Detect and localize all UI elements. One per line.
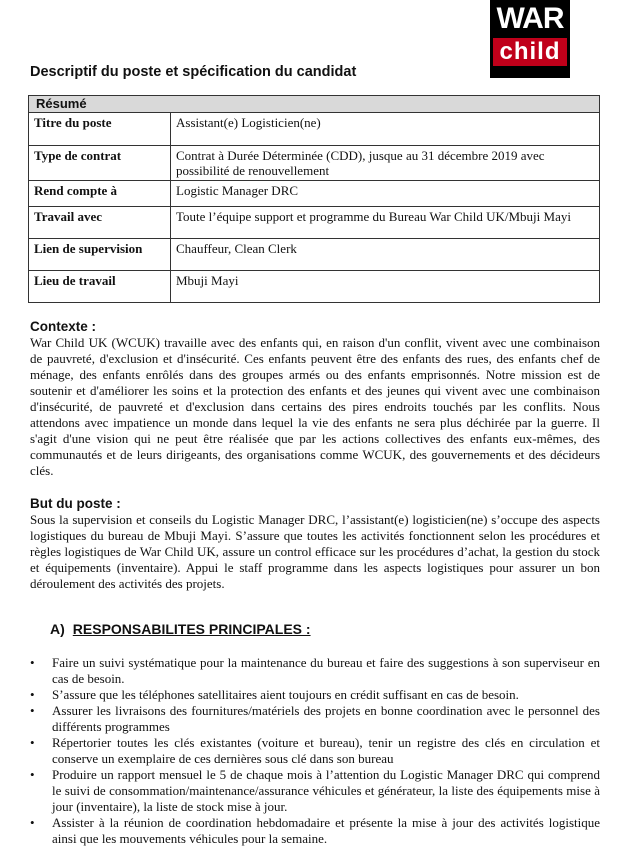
section-prefix: A) — [50, 621, 65, 637]
table-row — [29, 181, 600, 207]
row-label: Lien de supervision — [29, 239, 171, 271]
list-item-text: S’assure que les téléphones satellitaires aient toujours en crédit suffisant en cas de besoin. — [52, 687, 519, 702]
list-item-text: Faire un suivi systématique pour la maintenance du bureau et faire des suggestions à son superviseur en cas de besoin. — [52, 655, 600, 686]
row-value: Assistant(e) Logisticien(ne) — [171, 113, 600, 146]
row-value: Toute l’équipe support et programme du Bureau War Child UK/Mbuji Mayi — [171, 207, 600, 239]
list-item — [30, 767, 600, 815]
list-item-text: Assurer les livraisons des fournitures/matériels des projets en bonne coordination avec le personnel des différents programmes — [52, 703, 600, 734]
but-heading: But du poste : — [30, 496, 121, 511]
row-label: Lieu de travail — [29, 271, 171, 303]
war-child-logo — [490, 0, 570, 78]
contexte-paragraph: War Child UK (WCUK) travaille avec des enfants qui, en raison d'un conflit, vivent avec une combinaison de pauvreté, d'exclusion et d'insécurité. Ces enfants peuvent être des enfants des rues, des enfants chef de ménage, des enfants enrôlés dans des groupes armés ou des enfants emprisonnés. Notre mission est de soutenir et d'améliorer les soins et la protection des enfants et des jeunes qui vivent avec une combinaison d'insécurité, de pauvreté et d'exclusion dans certains des pires endroits touchés par les conflits. Nous attendons avec impatience un monde dans lequel la vie des enfants ne sera plus déchirée par la guerre. Il s'agit d'une vision qui ne peut être réalisée que par les actions collectives des enfants eux-mêmes, des communautés et de leurs dirigeants, des organisations comme WCUK, des gouvernements et des décideurs clés. — [30, 335, 600, 478]
bullet-icon: • — [30, 687, 35, 702]
list-item — [30, 815, 600, 847]
list-item — [30, 687, 600, 703]
summary-table — [28, 95, 600, 303]
row-value: Mbuji Mayi — [171, 271, 600, 303]
bullet-icon: • — [30, 655, 35, 670]
bullet-icon: • — [30, 735, 35, 750]
row-value: Logistic Manager DRC — [171, 181, 600, 207]
row-label: Travail avec — [29, 207, 171, 239]
summary-header: Résumé — [29, 96, 600, 113]
row-value: Chauffeur, Clean Clerk — [171, 239, 600, 271]
table-row — [29, 146, 600, 181]
list-item-text: Produire un rapport mensuel le 5 de chaque mois à l’attention du Logistic Manager DRC qui comprend le suivi de consommation/maintenance/assurance véhicules et générateur, la liste des équipements mise à jour (inventaire), la liste de stock mise à jour. — [52, 767, 600, 814]
bullet-icon: • — [30, 703, 35, 718]
bullet-icon: • — [30, 767, 35, 782]
contexte-heading: Contexte : — [30, 319, 97, 334]
row-label: Type de contrat — [29, 146, 171, 181]
list-item-text: Répertorier toutes les clés existantes (voiture et bureau), tenir un registre des clés en circulation et conserve un exemplaire de ces dernières sous clé dans son bureau — [52, 735, 600, 766]
table-row — [29, 207, 600, 239]
bullet-icon: • — [30, 815, 35, 830]
list-item — [30, 703, 600, 735]
but-paragraph: Sous la supervision et conseils du Logistic Manager DRC, l’assistant(e) logisticien(ne) s’occupe des aspects logistiques du bureau de Mbuji Mayi. S’assure que toutes les activités fonctionnent selon les procédures et règles logistiques de War Child UK, assure un control efficace sur les procédures d’achat, la gestion du stock et équipements (inventaire). Appui le staff programme dans les aspects logistiques pour assurer un bon déroulement des activités des projets. — [30, 512, 600, 591]
document-title: Descriptif du poste et spécification du candidat — [30, 64, 357, 80]
list-item — [30, 655, 600, 687]
row-value: Contrat à Durée Déterminée (CDD), jusque au 31 décembre 2019 avec possibilité de renouvellement — [171, 146, 600, 181]
table-row — [29, 113, 600, 146]
responsabilites-heading — [50, 621, 311, 637]
logo-text-child: child — [493, 38, 566, 66]
row-label: Rend compte à — [29, 181, 171, 207]
table-row — [29, 239, 600, 271]
list-item — [30, 735, 600, 767]
list-item-text: Assister à la réunion de coordination hebdomadaire et présente la mise à jour des activités logistique ainsi que les mouvements véhicules pour la semaine. — [52, 815, 600, 846]
summary-header-row — [29, 96, 600, 113]
section-title: RESPONSABILITES PRINCIPALES : — [72, 621, 311, 637]
row-label: Titre du poste — [29, 113, 171, 146]
responsabilites-list — [30, 655, 600, 847]
table-row — [29, 271, 600, 303]
logo-text-war: WAR — [496, 2, 564, 35]
